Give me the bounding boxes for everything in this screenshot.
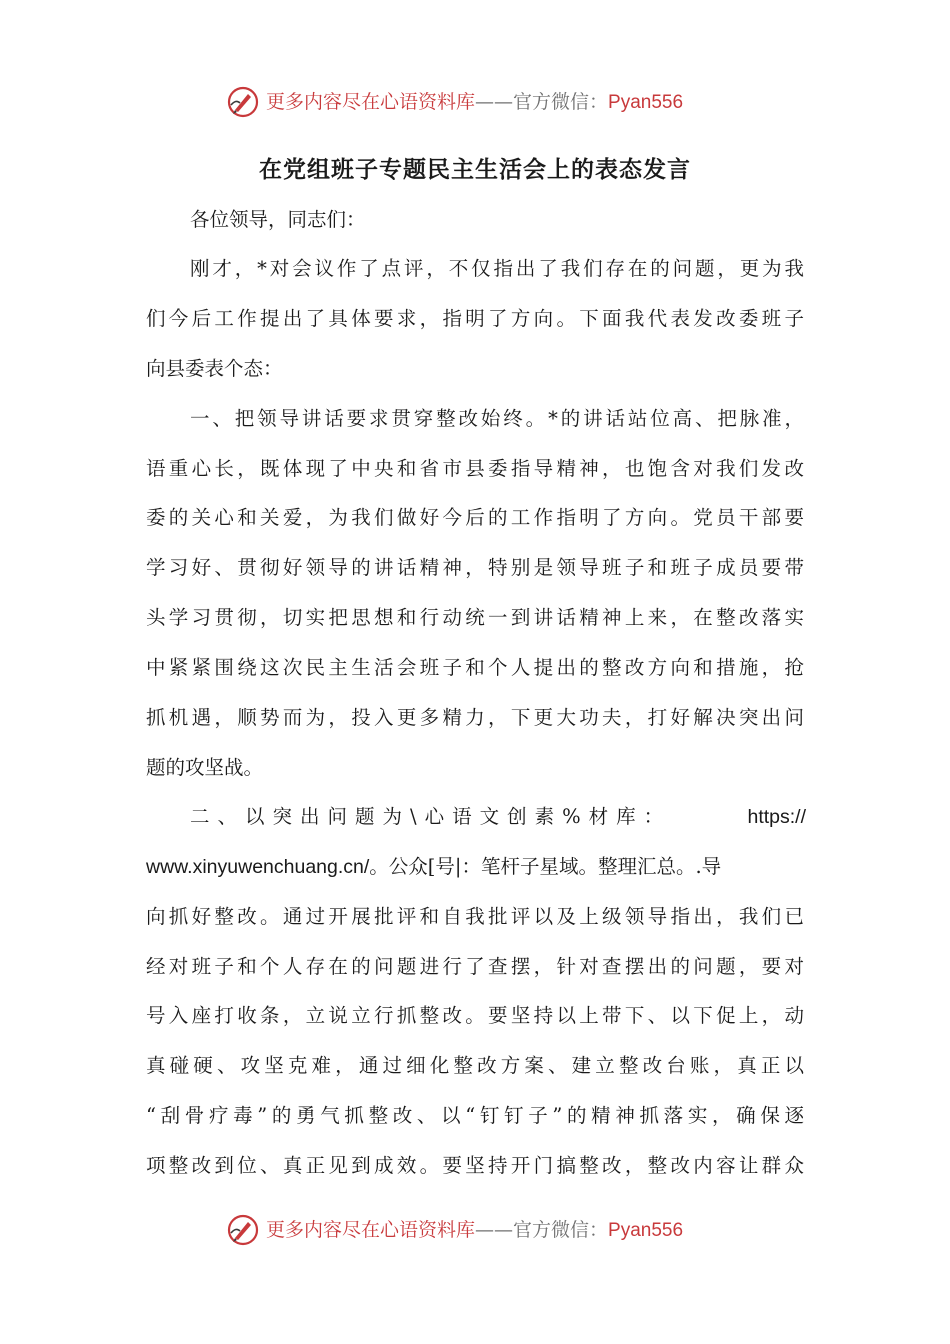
- paragraph-line: 刚才，*对会议作了点评，不仅指出了我们存在的问题，更为我: [190, 257, 804, 280]
- banner-text: [266, 1215, 683, 1245]
- salutation: 各位领导，同志们：: [190, 208, 366, 231]
- paragraph-line: 们今后工作提出了具体要求，指明了方向。下面我代表发改委班子: [146, 307, 804, 330]
- banner-wechat-id: Pyan556: [608, 1220, 684, 1241]
- url-head: https://: [747, 806, 806, 828]
- paragraph-line-url: [146, 849, 804, 885]
- footer-watermark-banner: [0, 1210, 950, 1250]
- paragraph-line: 委的关心和关爱，为我们做好今后的工作指明了方向。党员干部要: [146, 506, 804, 529]
- paragraph-line: 向抓好整改。通过开展批评和自我批评以及上级领导指出，我们已: [146, 905, 804, 928]
- paragraph-line: 向县委表个态：: [146, 357, 283, 380]
- paragraph-line: 抓机遇，顺势而为，投入更多精力，下更大功夫，打好解决突出问: [146, 706, 804, 729]
- document-title: 在党组班子专题民主生活会上的表态发言: [259, 156, 691, 183]
- paragraph-line: 一、把领导讲话要求贯穿整改始终。*的讲话站位高、把脉准，: [190, 407, 804, 430]
- banner-main-text: 更多内容尽在心语资料库: [266, 1219, 476, 1241]
- pen-logo-icon: [226, 1213, 260, 1247]
- paragraph-line: “刮骨疗毒”的勇气抓整改、以“钉钉子”的精神抓落实，确保逐: [146, 1104, 804, 1127]
- paragraph-line: 语重心长，既体现了中央和省市县委指导精神，也饱含对我们发改: [146, 457, 804, 480]
- paragraph-line: 项整改到位、真正见到成效。要坚持开门搞整改，整改内容让群众: [146, 1154, 804, 1177]
- paragraph-line: 号入座打收条，立说立行抓整改。要坚持以上带下、以下促上，动: [146, 1004, 804, 1027]
- paragraph-line: 真碰硬、攻坚克难，通过细化整改方案、建立整改台账，真正以: [146, 1054, 804, 1077]
- header-watermark-banner: [0, 82, 950, 122]
- paragraph-line: 二、以突出问题为\心语文创素%材库：: [190, 805, 672, 828]
- banner-text: [266, 87, 683, 117]
- banner-wechat-id: Pyan556: [608, 92, 684, 113]
- banner-label: 官方微信：: [513, 91, 609, 113]
- paragraph-line: 学习好、贯彻好领导的讲话精神，特别是领导班子和班子成员要带: [146, 556, 804, 579]
- paragraph-line: 中紧紧围绕这次民主生活会班子和个人提出的整改方向和措施，抢: [146, 656, 804, 679]
- url-tail-text: 。公众[号|：笔杆子星域。整理汇总。.导: [369, 855, 722, 878]
- banner-main-text: 更多内容尽在心语资料库: [266, 91, 476, 113]
- paragraph-line: 题的攻坚战。: [146, 756, 264, 779]
- banner-dash: ——: [475, 1219, 514, 1241]
- pen-logo-icon: [226, 85, 260, 119]
- banner-dash: ——: [475, 91, 514, 113]
- paragraph-line: 头学习贯彻，切实把思想和行动统一到讲话精神上来，在整改落实: [146, 606, 804, 629]
- banner-label: 官方微信：: [513, 1219, 609, 1241]
- url-text: www.xinyuwenchuang.cn/: [146, 856, 370, 878]
- paragraph-line: 经对班子和个人存在的问题进行了查摆，针对查摆出的问题，要对: [146, 955, 804, 978]
